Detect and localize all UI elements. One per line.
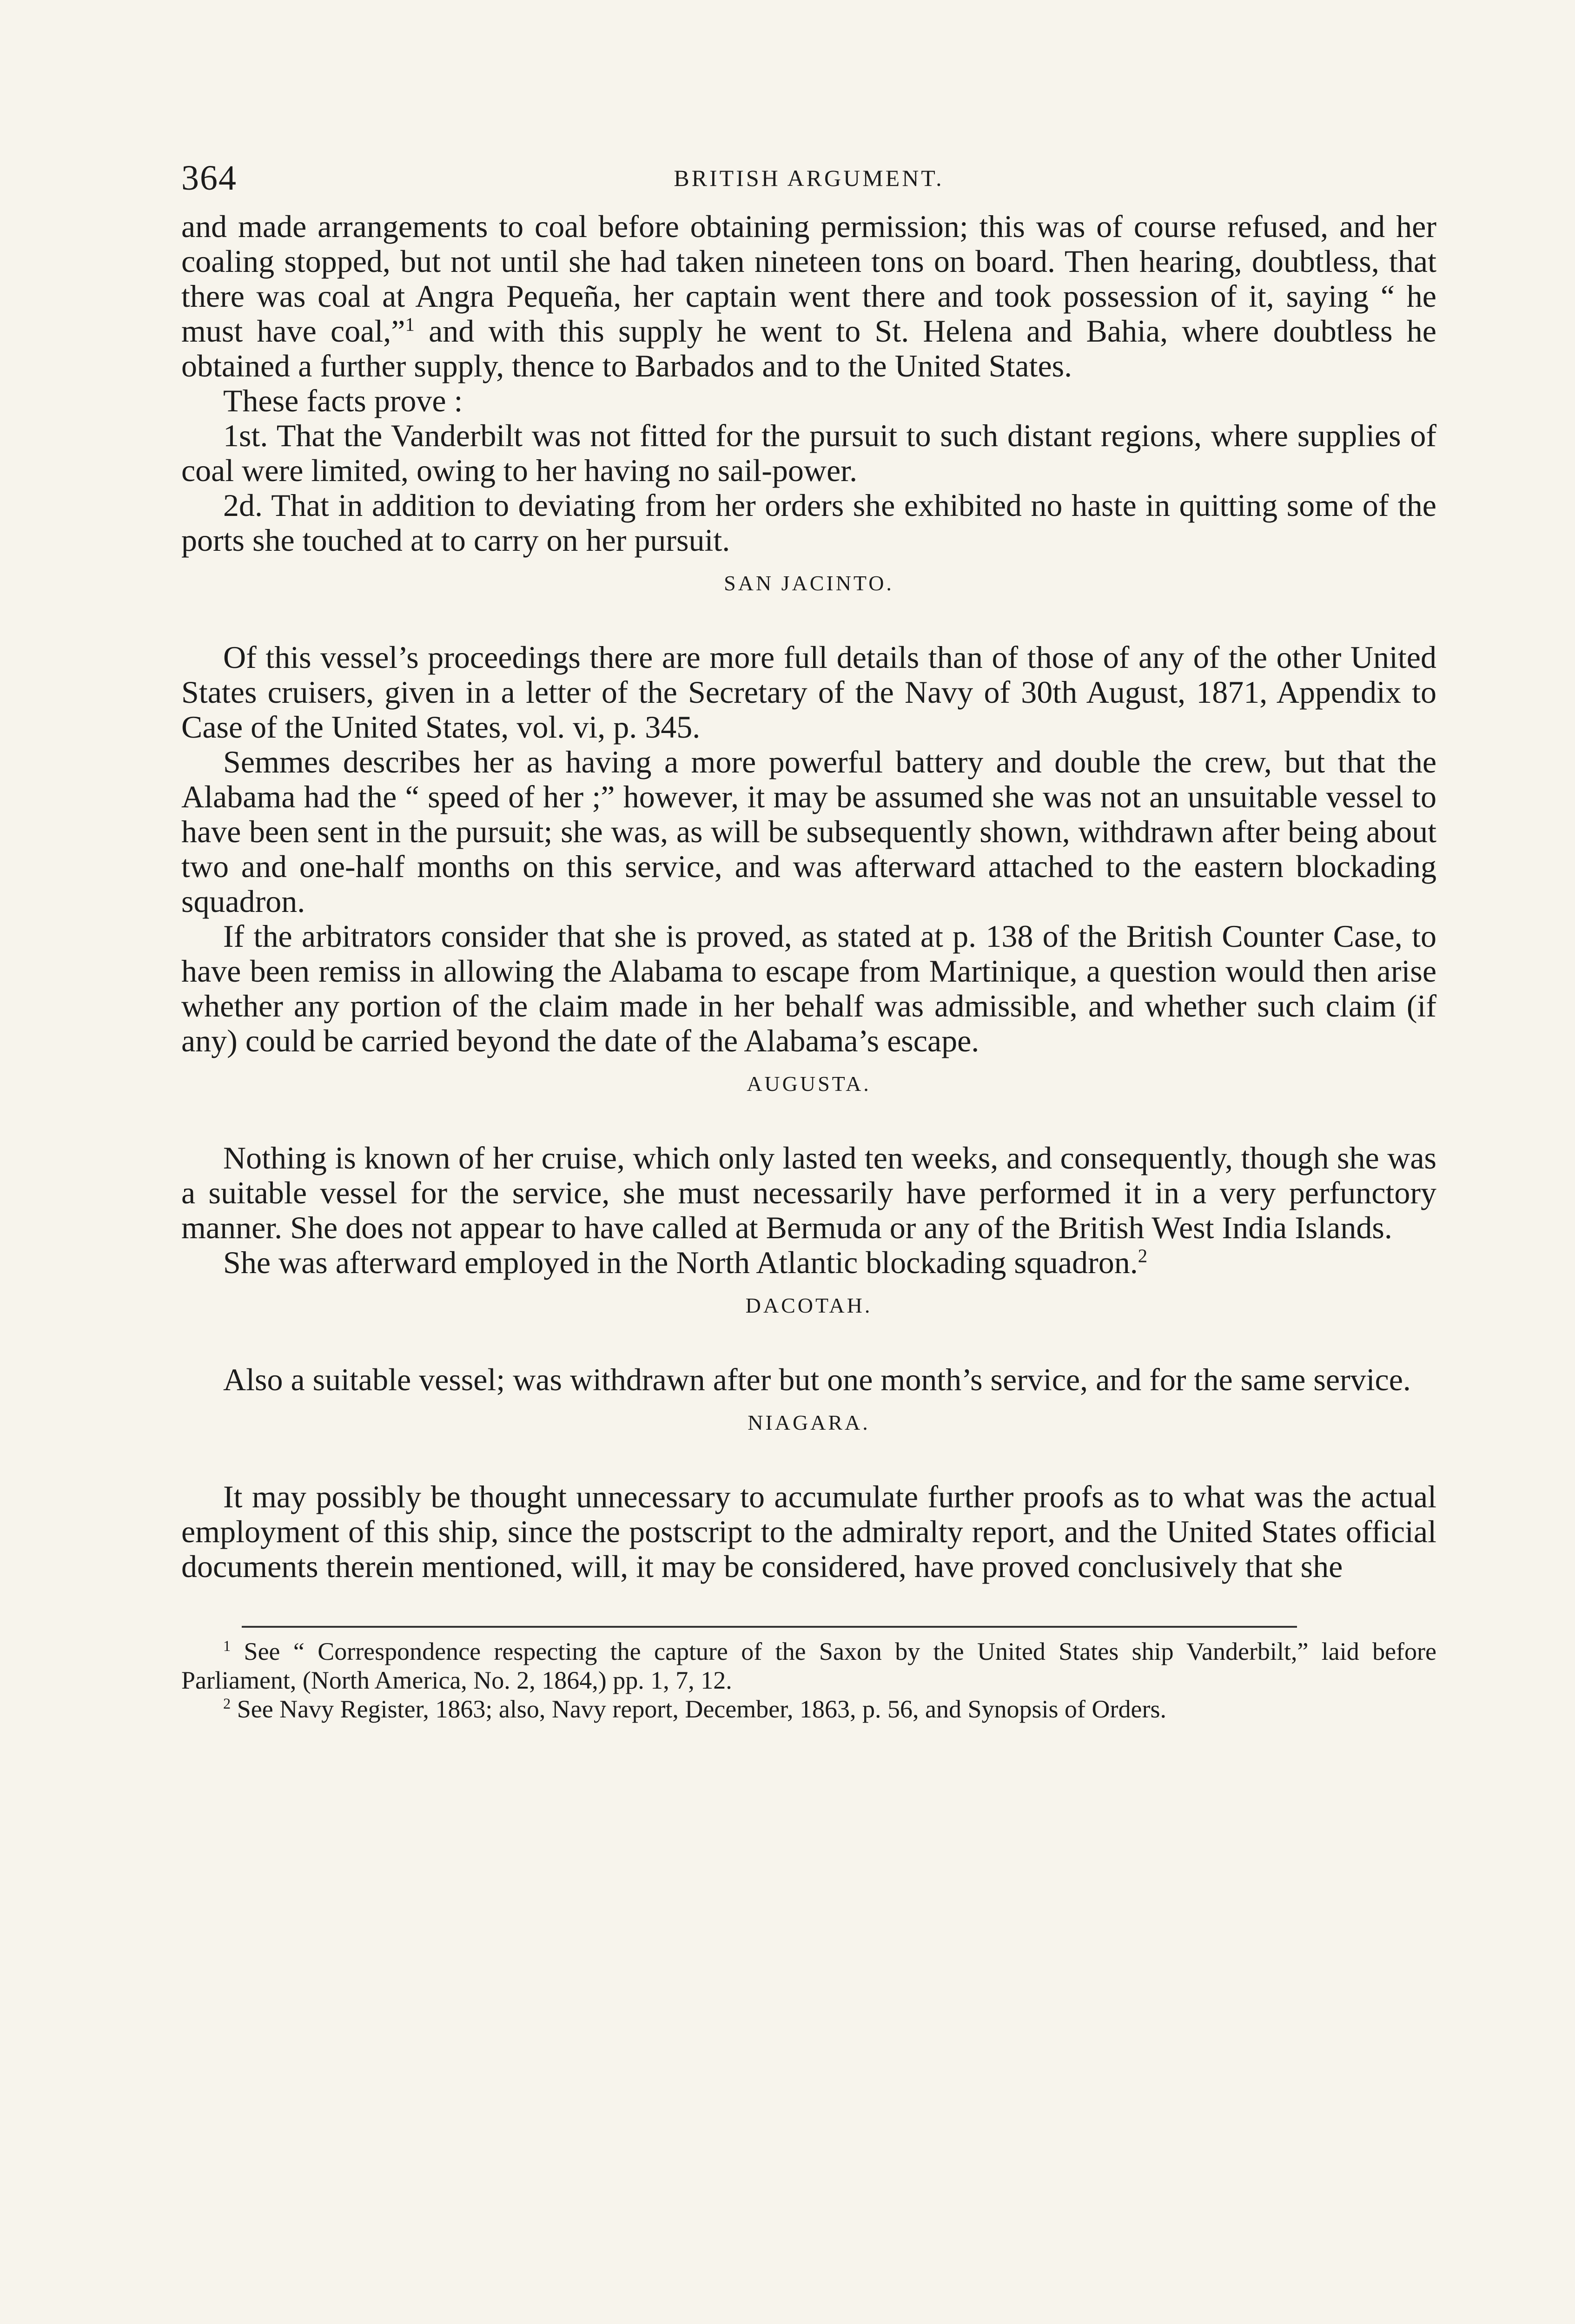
paragraph: Of this vessel’s proceedings there are more full details than of those of any of the other United States cruisers, given in a letter of the Secretary of the Navy of 30th August, 1871, Appendix to Case of the United States, vol. vi, p. 345. (181, 640, 1436, 745)
page-number: 364 (181, 158, 237, 198)
paragraph: Also a suitable vessel; was withdrawn after but one month’s service, and for the same service. (223, 1362, 1411, 1397)
paragraph: Semmes describes her as having a more powerful battery and double the crew, but that the Alabama had the “ speed of her ;” however, it may be assumed she was not an unsuitable vessel to have been sent in the pursuit; she was, as will be subsequently shown, withdrawn after being about two and one-half months on this service, and was afterward attached to the eastern blockading squadron. (181, 744, 1436, 919)
footnote-rule (242, 1626, 1297, 1628)
section-dacotah (181, 1293, 1436, 1397)
footnote (181, 1637, 1436, 1695)
paragraph-text: and with this supply he went to St. Helena and Bahia, where doubtless he obtained a further supply, thence to Barbados and to the United States. (181, 313, 1436, 383)
paragraph: Nothing is known of her cruise, which only lasted ten weeks, and consequently, though she was a suitable vessel for the service, she must necessarily have performed it in a very perfunctory manner. She does not appear to have called at Bermuda or any of the British West India Islands. (181, 1140, 1436, 1245)
page (181, 158, 1436, 1723)
paragraph-text: and made arrangements to coal before obtaining permission; this was of course refused, and her coaling stopped, but not until she had taken nineteen tons on board. Then hearing, doubtless, that there was coal at Angra Pequeña, her captain went there and took possession of it, saying “ he must have coal,” (181, 209, 1436, 349)
paragraph: It may possibly be thought unnecessary to accumulate further proofs as to what was the actual employment of this ship, since the postscript to the admiralty report, and the United States official documents therein mentioned, will, it may be considered, have proved conclusively that she (181, 1479, 1436, 1584)
footnote-text: See Navy Register, 1863; also, Navy report, December, 1863, p. 56, and Synopsis of Orders. (231, 1695, 1166, 1723)
footnote-text: See “ Correspondence respecting the capture of the Saxon by the United States ship Vanderbilt,” laid before Parliament, (North America, No. 2, 1864,) pp. 1, 7, 12. (181, 1637, 1436, 1694)
section-heading: SAN JACINTO. (724, 571, 894, 595)
section-niagara (181, 1410, 1436, 1584)
footnote (181, 1695, 1436, 1723)
section-san-jacinto (181, 571, 1436, 1058)
paragraph: If the arbitrators consider that she is proved, as stated at p. 138 of the British Counter Case, to have been remiss in allowing the Alabama to escape from Martinique, a question would then arise whether any portion of the claim made in her behalf was admissible, and whether such claim (if any) could be carried beyond the date of the Alabama’s escape. (181, 918, 1436, 1058)
paragraph-text: She was afterward employed in the North Atlantic blockading squadron. (223, 1245, 1138, 1280)
footnote-marker: 2 (223, 1696, 231, 1712)
section-augusta (181, 1071, 1436, 1280)
list-item: 1st. That the Vanderbilt was not fitted for the pursuit to such distant regions, where supplies of coal were limited, owing to her having no sail-power. (181, 418, 1436, 488)
footnote-reference: 1 (405, 314, 415, 335)
vanderbilt-continuation (181, 209, 1436, 558)
running-head (181, 158, 1436, 209)
footnotes (181, 1626, 1436, 1723)
footnote-reference: 2 (1138, 1245, 1148, 1267)
section-heading: DACOTAH. (745, 1294, 873, 1317)
paragraph (181, 1245, 1436, 1280)
list-item: 2d. That in addition to deviating from her orders she exhibited no haste in quitting some of the ports she touched at to carry on her pursuit. (181, 488, 1436, 558)
footnote-marker: 1 (223, 1638, 231, 1655)
running-title: BRITISH ARGUMENT. (674, 165, 944, 191)
paragraph: These facts prove : (223, 383, 463, 418)
paragraph (181, 209, 1436, 383)
section-heading: AUGUSTA. (747, 1072, 871, 1096)
section-heading: NIAGARA. (748, 1411, 870, 1434)
